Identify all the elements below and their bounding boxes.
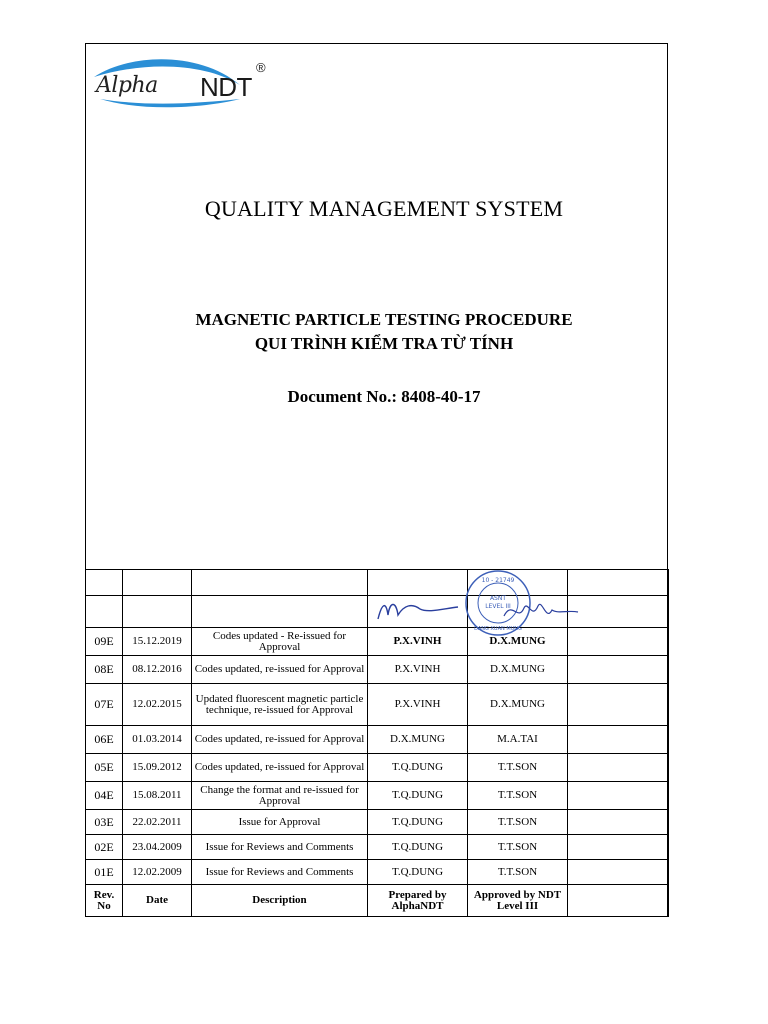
blank-cell bbox=[568, 570, 669, 596]
rev-description: Codes updated, re-issued for Approval bbox=[192, 726, 368, 754]
rev-approved-by: D.X.MUNG bbox=[468, 628, 568, 656]
rev-prepared-by: D.X.MUNG bbox=[368, 726, 468, 754]
revision-row bbox=[86, 656, 669, 684]
rev-prepared-by: P.X.VINH bbox=[368, 628, 468, 656]
header-rev-no: Rev. No bbox=[86, 885, 123, 917]
rev-approved-by: T.T.SON bbox=[468, 754, 568, 782]
blank-cell bbox=[568, 782, 669, 810]
revision-row bbox=[86, 726, 669, 754]
alphandt-logo bbox=[90, 55, 280, 115]
rev-date: 22.02.2011 bbox=[123, 810, 192, 835]
rev-prepared-by: T.Q.DUNG bbox=[368, 860, 468, 885]
header-prepared-by: Prepared by AlphaNDT bbox=[368, 885, 468, 917]
rev-description: Updated fluorescent magnetic particle technique, re-issued for Approval bbox=[192, 684, 368, 726]
document-number: Document No.: 8408-40-17 bbox=[287, 387, 481, 406]
stamp-name: DANG XUAN MUNG bbox=[474, 626, 522, 632]
rev-approved-by: T.T.SON bbox=[468, 810, 568, 835]
rev-date: 08.12.2016 bbox=[123, 656, 192, 684]
rev-number: 06E bbox=[86, 726, 123, 754]
blank-cell bbox=[368, 570, 468, 596]
header-approved-by: Approved by NDT Level III bbox=[468, 885, 568, 917]
blank-cell bbox=[192, 570, 368, 596]
rev-approved-by: D.X.MUNG bbox=[468, 684, 568, 726]
blank-cell bbox=[568, 656, 669, 684]
rev-number: 03E bbox=[86, 810, 123, 835]
procedure-title-english: MAGNETIC PARTICLE TESTING PROCEDURE bbox=[195, 310, 573, 329]
revision-row bbox=[86, 860, 669, 885]
signature-prepared-icon bbox=[372, 595, 462, 625]
rev-number: 08E bbox=[86, 656, 123, 684]
rev-description: Codes updated, re-issued for Approval bbox=[192, 656, 368, 684]
rev-number: 07E bbox=[86, 684, 123, 726]
procedure-title-vietnamese: QUI TRÌNH KIỂM TRA TỪ TÍNH bbox=[254, 334, 514, 353]
blank-cell bbox=[123, 570, 192, 596]
stamp-level: LEVEL III bbox=[485, 603, 511, 610]
blank-cell bbox=[568, 596, 669, 628]
header-date: Date bbox=[123, 885, 192, 917]
rev-date: 15.12.2019 bbox=[123, 628, 192, 656]
revision-row bbox=[86, 754, 669, 782]
logo-ndt-text: NDT bbox=[200, 72, 252, 102]
rev-description: Issue for Approval bbox=[192, 810, 368, 835]
rev-number: 05E bbox=[86, 754, 123, 782]
registered-mark: ® bbox=[256, 60, 266, 75]
rev-date: 12.02.2009 bbox=[123, 860, 192, 885]
logo-script-text: Alpha bbox=[96, 73, 158, 98]
rev-approved-by: D.X.MUNG bbox=[468, 656, 568, 684]
rev-number: 02E bbox=[86, 835, 123, 860]
revision-row bbox=[86, 835, 669, 860]
rev-description: Codes updated, re-issued for Approval bbox=[192, 754, 368, 782]
header-description: Description bbox=[192, 885, 368, 917]
rev-approved-by: T.T.SON bbox=[468, 835, 568, 860]
rev-prepared-by: T.Q.DUNG bbox=[368, 810, 468, 835]
blank-cell bbox=[568, 726, 669, 754]
stamp-number: 10 - 21749 bbox=[481, 577, 515, 584]
blank-cell bbox=[568, 810, 669, 835]
rev-date: 01.03.2014 bbox=[123, 726, 192, 754]
blank-cell bbox=[568, 860, 669, 885]
revision-row bbox=[86, 628, 669, 656]
blank-cell bbox=[568, 754, 669, 782]
blank-row bbox=[86, 570, 669, 596]
rev-prepared-by: T.Q.DUNG bbox=[368, 754, 468, 782]
rev-approved-by: T.T.SON bbox=[468, 782, 568, 810]
rev-number: 01E bbox=[86, 860, 123, 885]
blank-cell bbox=[568, 684, 669, 726]
rev-number: 04E bbox=[86, 782, 123, 810]
revision-row bbox=[86, 684, 669, 726]
blank-cell bbox=[568, 628, 669, 656]
rev-date: 23.04.2009 bbox=[123, 835, 192, 860]
blank-cell bbox=[123, 596, 192, 628]
rev-prepared-by: P.X.VINH bbox=[368, 684, 468, 726]
revision-row bbox=[86, 782, 669, 810]
rev-prepared-by: P.X.VINH bbox=[368, 656, 468, 684]
rev-date: 15.09.2012 bbox=[123, 754, 192, 782]
revision-row bbox=[86, 810, 669, 835]
rev-approved-by: T.T.SON bbox=[468, 860, 568, 885]
rev-number: 09E bbox=[86, 628, 123, 656]
blank-cell bbox=[568, 885, 669, 917]
table-header-row bbox=[86, 885, 669, 917]
blank-cell bbox=[86, 596, 123, 628]
rev-date: 15.08.2011 bbox=[123, 782, 192, 810]
stamp-asnt: ASNT bbox=[489, 595, 507, 602]
blank-cell bbox=[86, 570, 123, 596]
blank-cell bbox=[192, 596, 368, 628]
rev-prepared-by: T.Q.DUNG bbox=[368, 835, 468, 860]
rev-prepared-by: T.Q.DUNG bbox=[368, 782, 468, 810]
rev-description: Change the format and re-issued for Approval bbox=[192, 782, 368, 810]
rev-date: 12.02.2015 bbox=[123, 684, 192, 726]
rev-description: Issue for Reviews and Comments bbox=[192, 835, 368, 860]
rev-approved-by: M.A.TAI bbox=[468, 726, 568, 754]
page-title: QUALITY MANAGEMENT SYSTEM bbox=[204, 196, 564, 221]
rev-description: Issue for Reviews and Comments bbox=[192, 860, 368, 885]
rev-description: Codes updated - Re-issued for Approval bbox=[192, 628, 368, 656]
signature-approved-icon bbox=[500, 596, 580, 626]
blank-cell bbox=[568, 835, 669, 860]
